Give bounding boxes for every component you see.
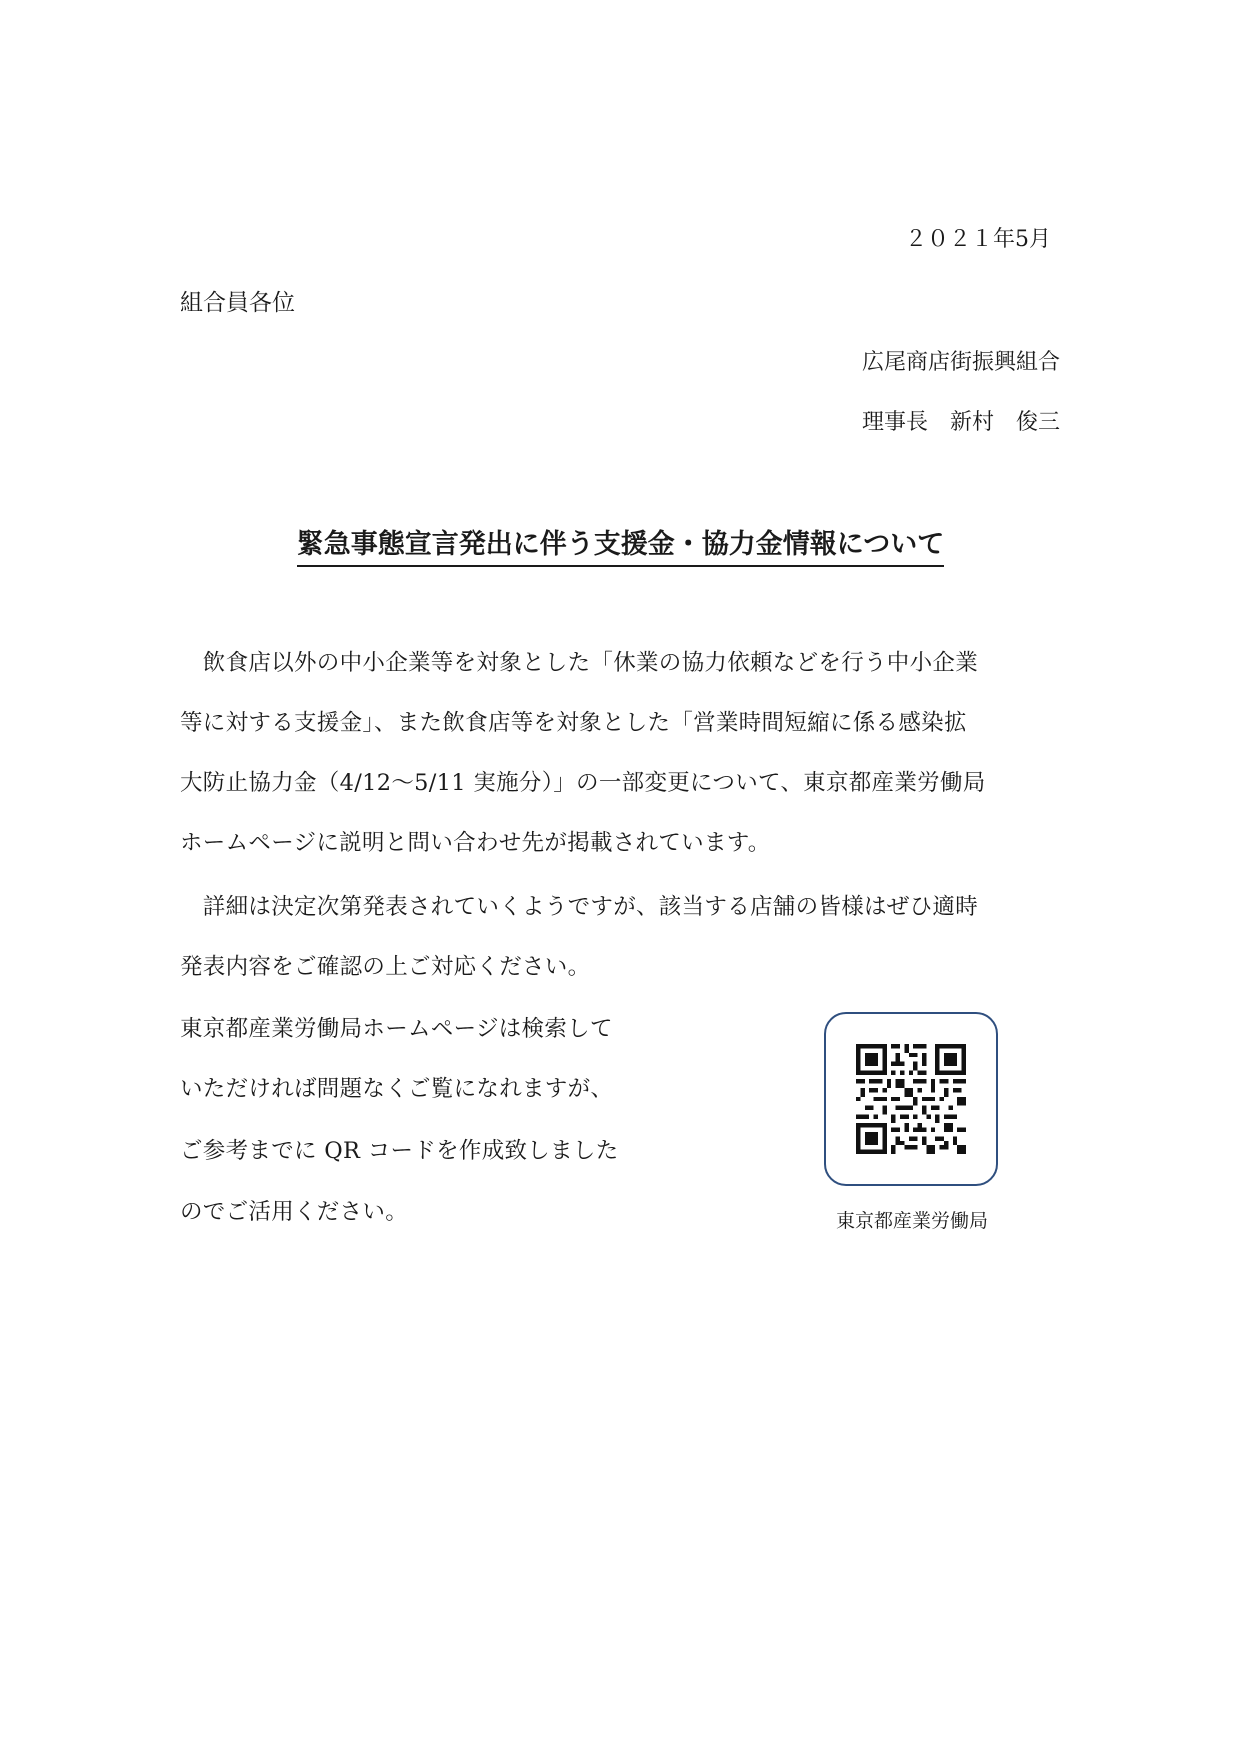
document-title-text: 緊急事態宣言発出に伴う支援金・協力金情報について [297, 522, 944, 567]
qr-note-line-2: いただければ問題なくご覧になれますが、 [180, 1076, 614, 1102]
body-line-2: 等に対する支援金」、また飲食店等を対象とした「営業時間短縮に係る感染拡 [180, 710, 967, 736]
document-date: ２０２１年5月 [905, 227, 1051, 252]
body-line-5: 詳細は決定次第発表されていくようですが、該当する店舗の皆様はぜひ適時 [180, 894, 979, 920]
qr-note-line-1: 東京都産業労働局ホームページは検索して [180, 1016, 613, 1042]
sender-organization: 広尾商店街振興組合 [861, 350, 1060, 375]
document-title [0, 522, 1241, 567]
qr-code-caption: 東京都産業労働局 [835, 1210, 988, 1232]
qr-code-frame [824, 1012, 998, 1186]
qr-note-line-3: ご参考までに QR コードを作成致しました [180, 1138, 619, 1164]
qr-code-icon [856, 1044, 966, 1154]
body-line-1: 飲食店以外の中小企業等を対象とした「休業の協力依頼などを行う中小企業 [180, 650, 979, 676]
qr-note-line-4: のでご活用ください。 [180, 1199, 409, 1225]
sender-name: 理事長 新村 俊三 [861, 410, 1060, 435]
body-line-3: 大防止協力金（4/12〜5/11 実施分）」の一部変更について、東京都産業労働局 [180, 770, 986, 796]
body-line-6: 発表内容をご確認の上ご対応ください。 [180, 954, 591, 980]
recipient-line: 組合員各位 [180, 290, 295, 316]
body-line-4: ホームページに説明と問い合わせ先が掲載されています。 [180, 830, 771, 856]
